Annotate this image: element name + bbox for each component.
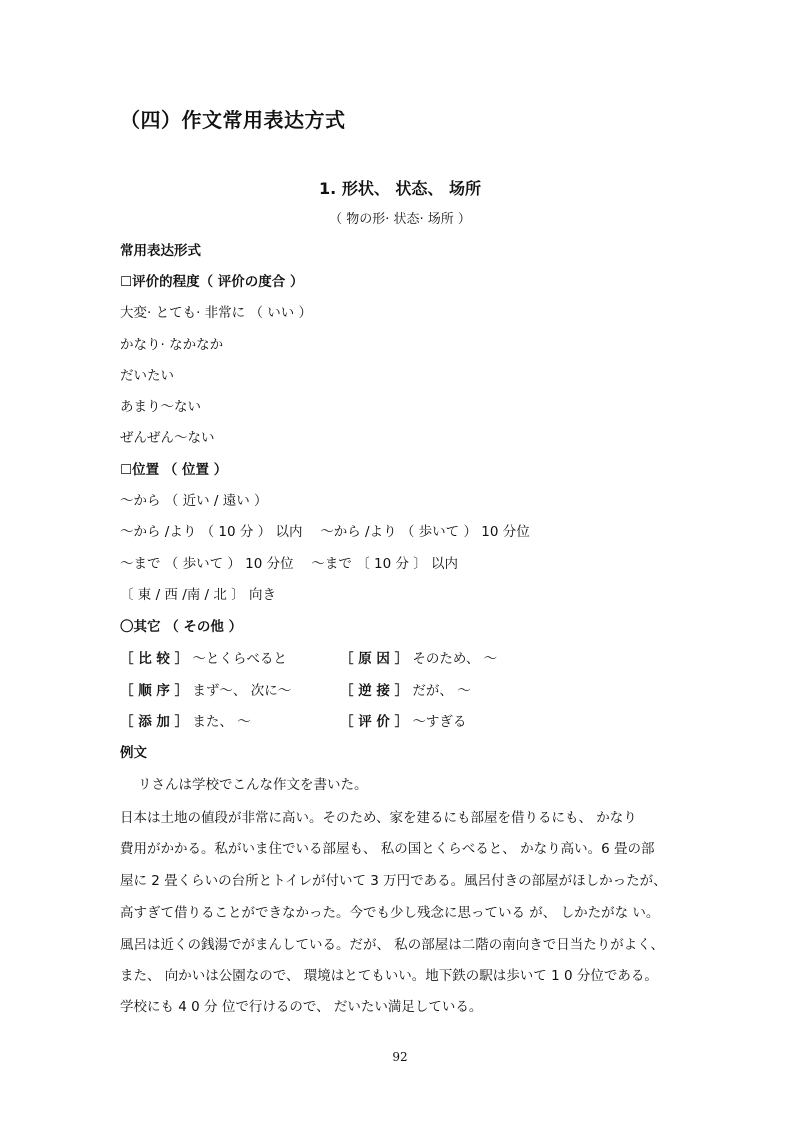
page-heading: （四）作文常用表达方式 — [120, 108, 346, 132]
pair-text: また、 ～ — [192, 714, 251, 730]
section-title: 1. 形状、 状态、 场所 — [319, 179, 481, 198]
example-line: 屋に 2 畳くらいの台所とトイレが付いて 3 万円である。風呂付きの部屋がほしかったが、 — [120, 873, 667, 889]
position-line: ～まで （ 歩いて ） 10 分位 ～まで 〔 10 分 〕 以内 — [120, 556, 459, 572]
pair-tag: ［ 评 价 ］ — [340, 714, 409, 730]
example-line: 高すぎて借りることができなかった。今でも少し残念に思っている が、 しかたがな い。 — [120, 905, 660, 921]
pair-tag: ［ 顺 序 ］ — [120, 683, 189, 699]
other-pair-left — [120, 713, 251, 731]
degree-header: ☐评价的程度（ 评价の度合 ） — [120, 274, 304, 290]
section-subtitle: （ 物の形· 状态· 场所 ） — [329, 212, 471, 227]
position-line: ～から （ 近い / 遠い ） — [120, 493, 268, 509]
pair-tag: ［ 比 较 ］ — [120, 651, 189, 667]
example-line: 学校にも 4 0 分 位で行けるので、 だいたい満足している。 — [120, 999, 483, 1015]
other-header: 〇其它 （ その他 ） — [120, 619, 243, 635]
degree-line: だいたい — [120, 368, 174, 384]
example-intro: リさんは学校でこんな作文を書いた。 — [138, 777, 368, 793]
example-line: 風呂は近くの銭湯でがまんしている。だが、 私の部屋は二階の南向きで日当たりがよく、 — [120, 937, 665, 953]
example-line: 費用がかかる。私がいま住でいる部屋も、 私の国とくらべると、 かなり高い。6 畳の部 — [120, 841, 655, 857]
position-line: 〔 東 / 西 /南 / 北 〕 向き — [120, 587, 276, 603]
pair-text: まず～、 次に～ — [192, 683, 292, 699]
pair-tag: ［ 添 加 ］ — [120, 714, 189, 730]
page-number: 92 — [392, 1050, 408, 1064]
example-label: 例文 — [120, 745, 147, 761]
example-line: また、 向かいは公園なので、 環境はとてもいい。地下鉄の駅は歩いて 1 0 分位である。 — [120, 968, 658, 984]
degree-line: あまり～ない — [120, 399, 201, 415]
pair-text: ～すぎる — [412, 714, 467, 730]
other-pair-left — [120, 650, 287, 668]
other-pair-right — [340, 650, 497, 668]
position-header: ☐位置 （ 位置 ） — [120, 462, 228, 478]
degree-line: 大変· とても· 非常に （ いい ） — [120, 305, 313, 321]
pair-text: ～とくらべると — [192, 651, 287, 667]
pair-text: だが、 ～ — [412, 683, 471, 699]
pair-text: そのため、 ～ — [412, 651, 498, 667]
other-pair-right — [340, 713, 466, 731]
example-line: 日本は土地の値段が非常に高い。そのため、家を建るにも部屋を借りるにも、 かなり — [120, 810, 637, 826]
other-pair-left — [120, 682, 291, 700]
pair-tag: ［ 逆 接 ］ — [340, 683, 409, 699]
degree-line: かなり· なかなか — [120, 337, 224, 353]
pair-tag: ［ 原 因 ］ — [340, 651, 409, 667]
degree-line: ぜんぜん～ない — [120, 430, 215, 446]
position-line: ～から /より （ 10 分 ） 以内 ～から /より （ 歩いて ） 10 分位 — [120, 524, 530, 540]
other-pair-right — [340, 682, 471, 700]
expressions-intro: 常用表达形式 — [120, 243, 201, 259]
